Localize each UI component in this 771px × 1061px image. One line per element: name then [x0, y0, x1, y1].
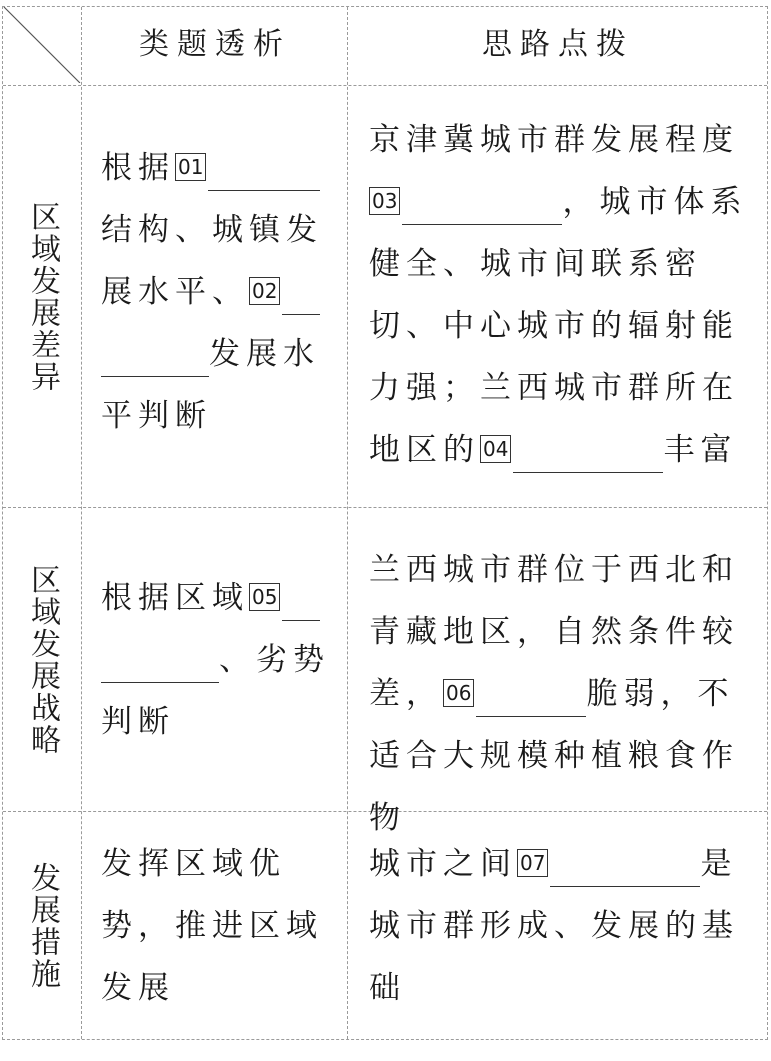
- blank-number: 05: [249, 583, 280, 611]
- fill-blank: [282, 274, 320, 315]
- fill-blank: [101, 336, 209, 377]
- fill-blank: [476, 676, 586, 717]
- text: 结构、城镇发展水平、: [101, 212, 323, 310]
- text: 京津冀城市群发展程度: [369, 122, 739, 158]
- column-divider: [81, 7, 82, 1039]
- row-label-regional-difference: 区域发展差异: [25, 201, 60, 393]
- text: 根据区域: [101, 580, 249, 616]
- header-hint: 思路点拨: [482, 27, 634, 62]
- text: 根据: [101, 150, 175, 186]
- row3-hint: [369, 833, 759, 1019]
- blank-number: 07: [517, 849, 548, 877]
- column-divider: [347, 7, 348, 1039]
- text: 丰富: [663, 432, 738, 468]
- text: ，城市体系健全、城市间联系密切、中心城市的辐射能力强；兰西城市群所在地区的: [369, 184, 748, 468]
- fill-blank: [208, 150, 320, 191]
- text: 脆弱，不适合大规模种植粮食作物: [369, 676, 739, 836]
- blank-number: 02: [249, 277, 280, 305]
- row-divider: [3, 85, 767, 86]
- blank-number: 06: [443, 679, 474, 707]
- fill-blank: [550, 846, 700, 887]
- row1-analysis: [101, 137, 333, 447]
- blank-number: 03: [369, 187, 400, 215]
- summary-table: [2, 6, 768, 1040]
- row-label-regional-strategy: 区域发展战略: [25, 564, 60, 756]
- blank-number: 04: [480, 435, 511, 463]
- row3-analysis: 发挥区域优势，推进区域发展: [101, 846, 323, 1006]
- row2-hint: [369, 539, 759, 849]
- text: 兰西城市群位于西北和青藏地区，自然条件较差，: [369, 552, 739, 712]
- row1-hint: [369, 109, 759, 481]
- text: 发展水平判断: [101, 336, 320, 434]
- text: 、劣势判断: [101, 642, 330, 740]
- fill-blank: [282, 580, 320, 621]
- fill-blank: [402, 184, 562, 225]
- blank-number: 01: [175, 153, 206, 181]
- fill-blank: [513, 432, 663, 473]
- text: 是城市群形成、发展的基础: [369, 846, 739, 1006]
- text: 城市之间: [369, 846, 517, 882]
- corner-diagonal: [3, 7, 81, 83]
- row2-analysis: [101, 567, 333, 753]
- header-analysis: 类题透析: [139, 27, 291, 62]
- fill-blank: [101, 642, 219, 683]
- row-divider: [3, 507, 767, 508]
- row-label-development-measures: 发展措施: [25, 862, 60, 990]
